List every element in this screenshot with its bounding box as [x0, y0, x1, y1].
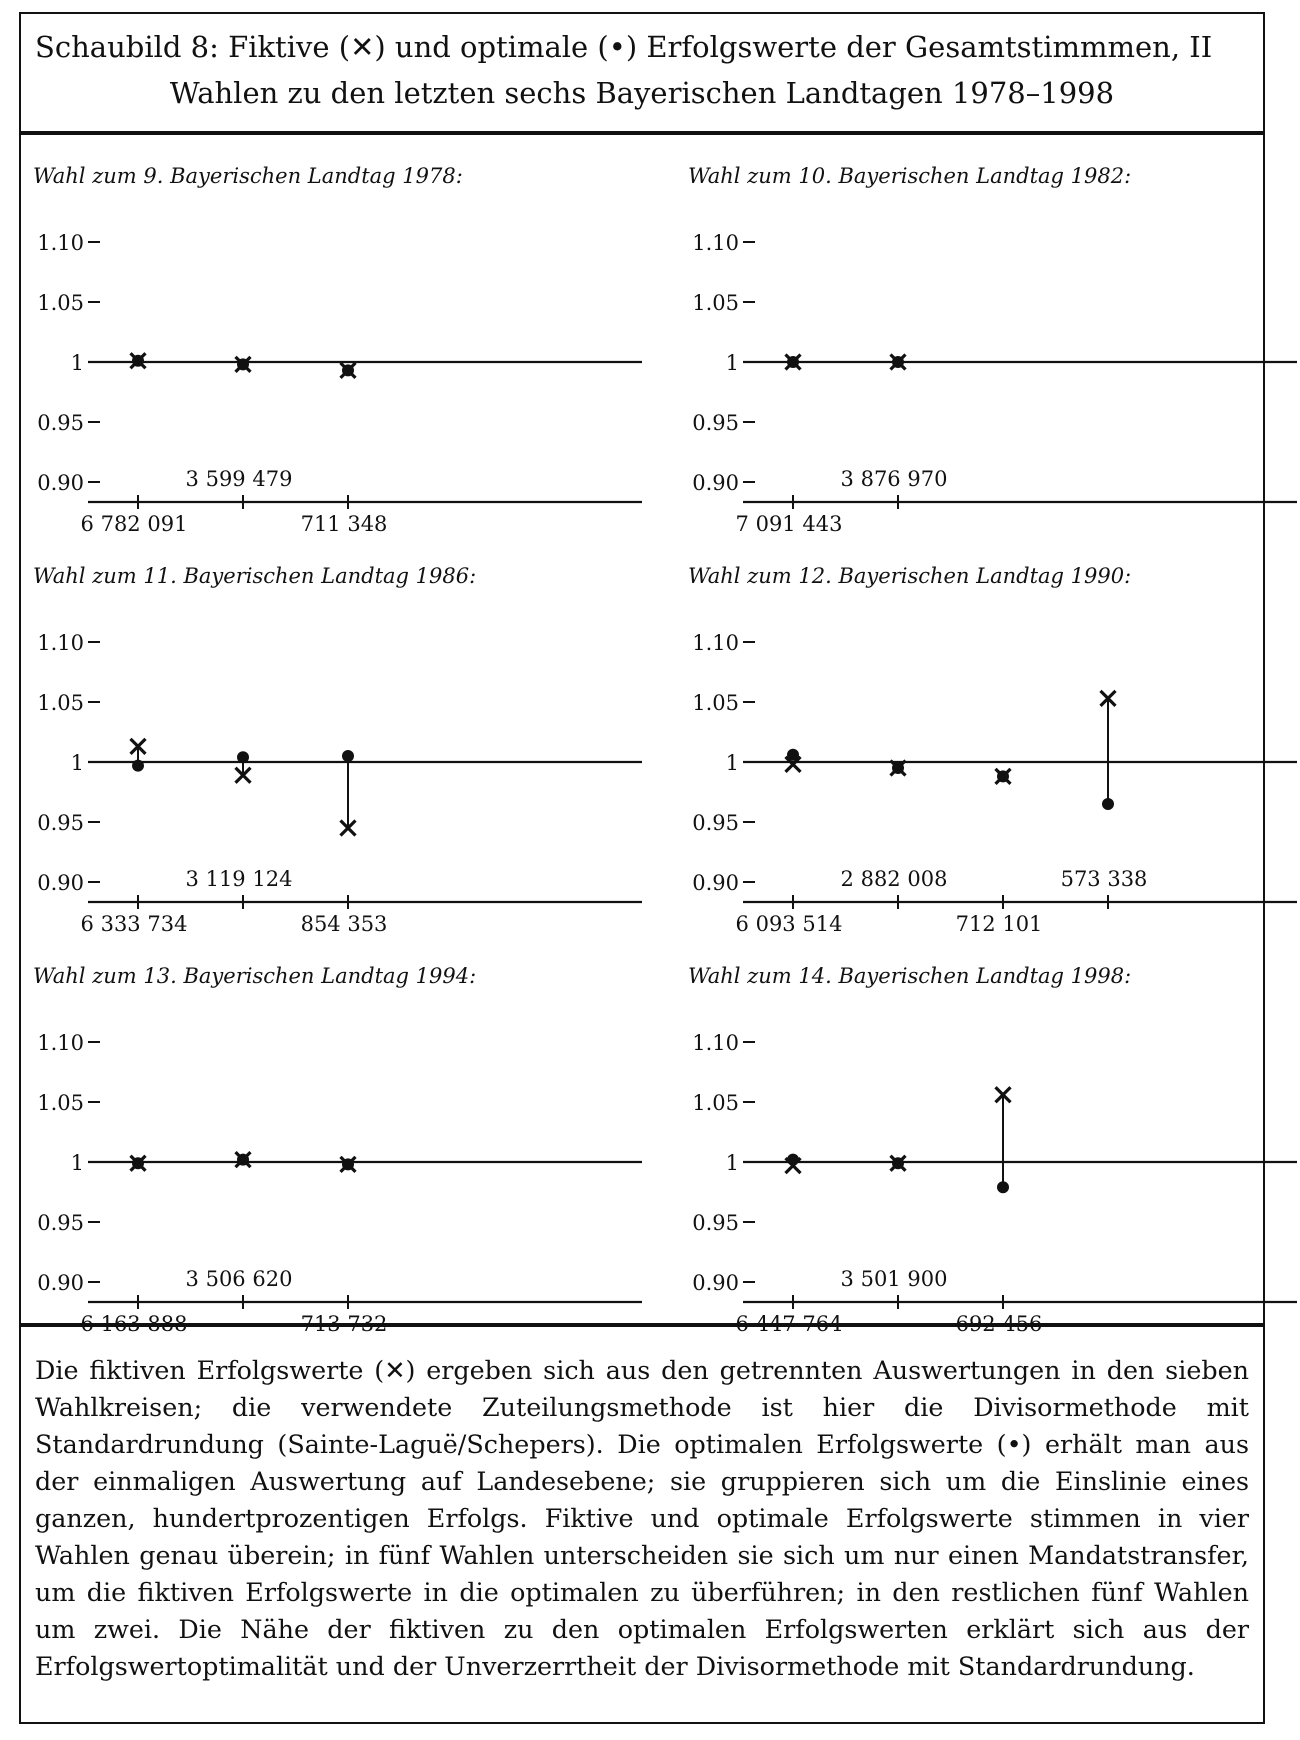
y-tick-label: 0.90	[692, 471, 739, 495]
figure-title-line-1: Schaubild 8: Fiktive (✕) und optimale (•) Erfolgswerte der Gesamtstimmmen, II	[35, 30, 1213, 64]
chart-title: Wahl zum 13. Bayerischen Landtag 1994:	[33, 964, 477, 988]
chart-panel	[688, 964, 1297, 1336]
x-tick-label: 6 782 091	[80, 512, 188, 536]
chart-panel	[688, 564, 1297, 936]
x-tick-label: 3 501 900	[840, 1267, 948, 1291]
x-tick-label: 712 101	[955, 912, 1043, 936]
chart-panel	[688, 164, 1297, 536]
y-tick-label: 1	[70, 351, 84, 375]
y-tick-label: 0.90	[692, 1271, 739, 1295]
chart-title: Wahl zum 11. Bayerischen Landtag 1986:	[33, 564, 477, 588]
x-tick-label: 7 091 443	[735, 512, 843, 536]
y-tick-label: 1	[725, 1151, 739, 1175]
y-tick-label: 0.95	[37, 411, 84, 435]
y-tick-label: 1.05	[692, 1091, 739, 1115]
y-tick-label: 1.10	[37, 631, 84, 655]
y-tick-label: 1	[725, 751, 739, 775]
chart-panel	[33, 964, 642, 1336]
optimal-value-dot	[342, 750, 354, 762]
x-tick-label: 6 163 888	[80, 1312, 188, 1336]
y-tick-label: 1.10	[692, 231, 739, 255]
x-tick-label: 3 599 479	[185, 467, 293, 491]
x-tick-label: 6 333 734	[80, 912, 188, 936]
y-tick-label: 1.05	[692, 691, 739, 715]
figure-caption: Die fiktiven Erfolgswerte (✕) ergeben sich aus den getrennten Auswertungen in den sieben Wahlkreisen; die verwendete Zuteilungsmethode ist hier die Divisormethode mit Standardrundung (Sainte-Laguë/Schepers). Die optimalen Erfolgswerte (•) erhält man aus der einmaligen Auswertung auf Landesebene; sie gruppieren sich um die Einslinie eines ganzen, hundertprozentigen Erfolgs. Fiktive und optimale Erfolgswerte stimmen in vier Wahlen genau überein; in fünf Wahlen unterscheiden sie sich um nur einen Mandatstransfer, um die fiktiven Erfolgswerte in die optimalen zu überführen; in den restlichen fünf Wahlen um zwei. Die Nähe der fiktiven zu den optimalen Erfolgswerten erklärt sich aus der Erfolgswertoptimalität und der Unverzerrtheit der Divisormethode mit Standardrundung.	[35, 1355, 1249, 1681]
y-tick-label: 1.10	[37, 1031, 84, 1055]
optimal-value-dot	[997, 1181, 1009, 1193]
chart-panel	[33, 564, 642, 936]
chart-title: Wahl zum 10. Bayerischen Landtag 1982:	[688, 164, 1132, 188]
chart-title: Wahl zum 14. Bayerischen Landtag 1998:	[688, 964, 1132, 988]
x-tick-label: 3 876 970	[840, 467, 948, 491]
y-tick-label: 1.10	[692, 631, 739, 655]
optimal-value-dot	[1102, 798, 1114, 810]
chart-panel	[33, 164, 642, 536]
y-tick-label: 0.95	[692, 811, 739, 835]
x-tick-label: 692 456	[955, 1312, 1043, 1336]
y-tick-label: 0.90	[692, 871, 739, 895]
optimal-value-dot	[237, 751, 249, 763]
y-tick-label: 1.05	[37, 691, 84, 715]
y-tick-label: 0.90	[37, 1271, 84, 1295]
y-tick-label: 1.10	[37, 231, 84, 255]
y-tick-label: 1	[70, 1151, 84, 1175]
x-tick-label: 713 732	[300, 1312, 388, 1336]
x-tick-label: 854 353	[300, 912, 388, 936]
y-tick-label: 1.05	[37, 1091, 84, 1115]
y-tick-label: 1	[725, 351, 739, 375]
x-tick-label: 2 882 008	[840, 867, 948, 891]
y-tick-label: 0.95	[692, 1211, 739, 1235]
y-tick-label: 0.95	[37, 1211, 84, 1235]
y-tick-label: 0.95	[692, 411, 739, 435]
y-tick-label: 1.05	[37, 291, 84, 315]
y-tick-label: 1.10	[692, 1031, 739, 1055]
figure-title-line-2: Wahlen zu den letzten sechs Bayerischen Landtagen 1978–1998	[169, 76, 1115, 110]
y-tick-label: 0.95	[37, 811, 84, 835]
optimal-value-dot	[132, 760, 144, 772]
x-tick-label: 711 348	[300, 512, 388, 536]
x-tick-label: 6 447 764	[735, 1312, 843, 1336]
y-tick-label: 0.90	[37, 471, 84, 495]
x-tick-label: 573 338	[1060, 867, 1148, 891]
chart-title: Wahl zum 12. Bayerischen Landtag 1990:	[688, 564, 1132, 588]
y-tick-label: 1	[70, 751, 84, 775]
y-tick-label: 1.05	[692, 291, 739, 315]
y-tick-label: 0.90	[37, 871, 84, 895]
chart-title: Wahl zum 9. Bayerischen Landtag 1978:	[33, 164, 463, 188]
x-tick-label: 6 093 514	[735, 912, 843, 936]
x-tick-label: 3 119 124	[185, 867, 293, 891]
x-tick-label: 3 506 620	[185, 1267, 293, 1291]
